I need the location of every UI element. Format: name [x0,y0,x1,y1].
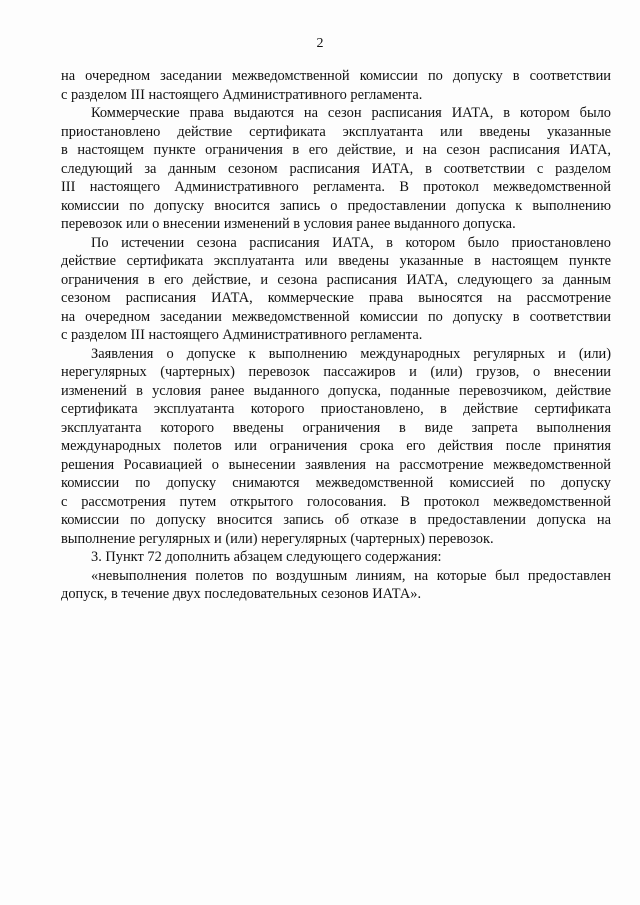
text-line: с разделом III настоящего Административного регламента. [61,327,423,343]
paragraph-item-72 [61,548,611,567]
text-line: 3. Пункт 72 дополнить абзацем следующего содержания: [91,549,442,565]
text-line: Заявления о допуске к выполнению международных регулярных и (или) [91,345,611,362]
text-line: «невыполнения полетов по воздушным линиям, на которые был предоставлен [91,567,611,584]
text-line: действие сертификата эксплуатанта или введены указанные в настоящем пункте [61,253,611,269]
text-line: сертификата эксплуатанта которого приостановлено, в действие сертификата [61,401,611,417]
text-line: на очередном заседании межведомственной комиссии по допуску в соответствии [61,68,611,84]
text-line: с разделом III настоящего Административного регламента. [61,86,423,103]
text-line: изменений в условия ранее выданного допуска, поданные перевозчиком, действие [61,382,611,399]
text-line: По истечении сезона расписания ИАТА, в котором было приостановлено [91,234,611,251]
text-line: комиссии по допуску вносится запись о предоставлении допуска к выполнению [61,197,611,214]
paragraph-commercial-rights [61,104,611,234]
text-line: в настоящем пункте ограничения в его действие, и на сезон расписания ИАТА, [61,142,611,158]
text-line: международных полетов или ограничения срока его действия после принятия [61,438,611,454]
text-line: выполнение регулярных и (или) нерегулярных (чартерных) перевозок. [61,530,494,547]
text-line: следующий за данным сезоном расписания ИАТА, в соответствии с разделом [61,160,611,177]
text-line: комиссии по допуску вносится запись об отказе в предоставлении допуска на [61,512,611,528]
text-line: эксплуатанта которого введены ограничения в виде запрета выполнения [61,419,611,436]
paragraph-applications [61,345,611,549]
text-line: комиссии по допуску снимаются межведомственной комиссией по допуску [61,475,611,491]
page-number: 2 [316,36,324,51]
paragraph-season-expiry [61,234,611,345]
text-line: решения Росавиацией о вынесении заявления на рассмотрение межведомственной [61,456,611,473]
text-line: Коммерческие права выдаются на сезон расписания ИАТА, в котором было [91,105,611,121]
text-line: с рассмотрения путем открытого голосования. В протокол межведомственной [61,493,611,510]
text-line: нерегулярных (чартерных) перевозок пассажиров и (или) грузов, о внесении [61,364,611,380]
text-line: приостановлено действие сертификата эксплуатанта или введены указанные [61,123,611,140]
paragraph-continuation [61,67,611,104]
paragraph-quote [61,567,611,604]
text-line: перевозок или о внесении изменений в условия ранее выданного допуска. [61,216,516,232]
document-body [61,67,611,604]
text-line: допуск, в течение двух последовательных сезонов ИАТА». [61,586,422,602]
text-line: III настоящего Административного регламента. В протокол межведомственной [61,179,611,195]
text-line: ограничения в его действие, и сезона расписания ИАТА, следующего за данным [61,271,611,288]
text-line: на очередном заседании межведомственной комиссии по допуску в соответствии [61,308,611,325]
text-line: сезоном расписания ИАТА, коммерческие права выносятся на рассмотрение [61,290,611,306]
